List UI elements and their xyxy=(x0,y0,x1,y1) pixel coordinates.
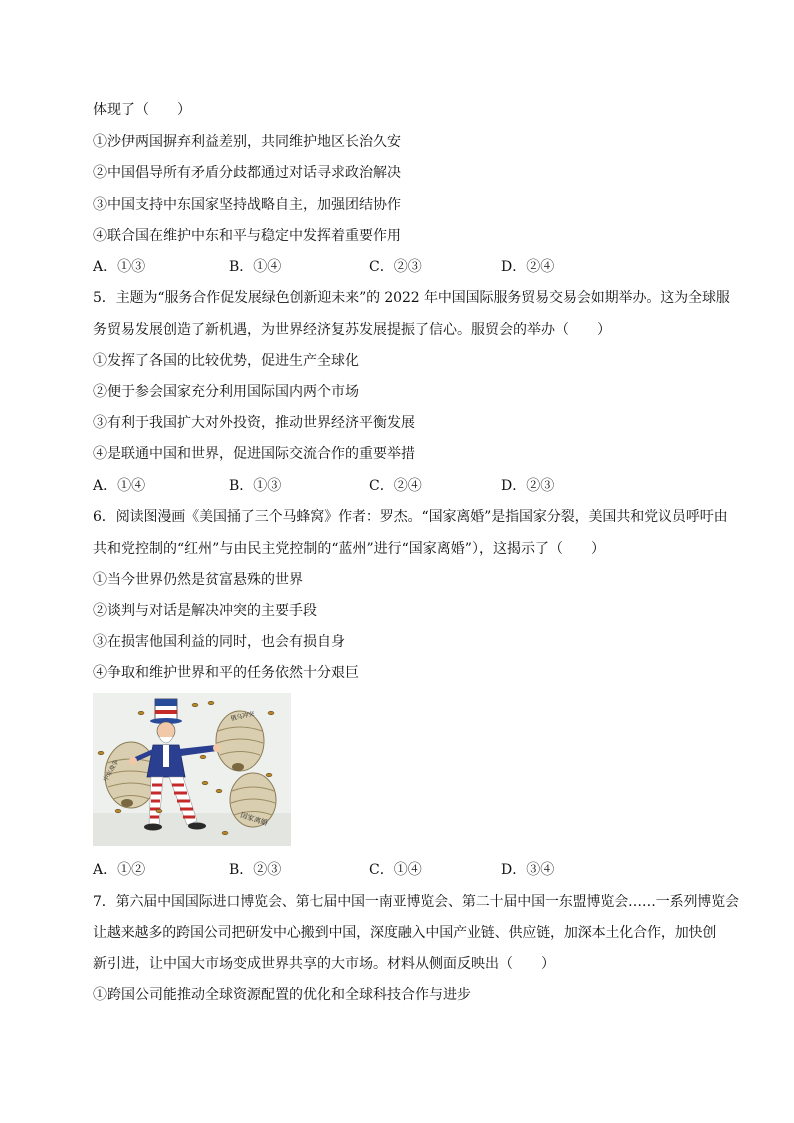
q4-item-2: ②中国倡导所有矛盾分歧都通过对话寻求政治解决 xyxy=(93,165,401,181)
q4-item-1: ①沙伊两国摒弃利益差别，共同维护地区长治久安 xyxy=(93,134,401,150)
q6-item-1: ①当今世界仍然是贫富悬殊的世界 xyxy=(93,572,303,588)
nest-label-national-divorce: 国家离婚 xyxy=(239,812,269,828)
q6-item-4: ④争取和维护世界和平的任务依然十分艰巨 xyxy=(93,665,359,681)
q7-item-1: ①跨国公司能推动全球资源配置的优化和全球科技合作与进步 xyxy=(93,987,471,1003)
uncle-sam-hornet-nest-cartoon xyxy=(93,693,291,846)
q5-option-b[interactable]: B．①③ xyxy=(229,478,282,494)
q6-item-2: ②谈判与对话是解决冲突的主要手段 xyxy=(93,603,317,619)
q7-stem-line-3: 新引进，让中国大市场变成世界共享的大市场。材料从侧面反映出（ ） xyxy=(93,956,555,972)
q4-option-a[interactable]: A．①③ xyxy=(93,259,146,275)
q6-option-c[interactable]: C．①④ xyxy=(369,862,422,878)
q4-option-c[interactable]: C．②③ xyxy=(369,259,422,275)
q5-stem-line-1: 5．主题为“服务合作促发展绿色创新迎未来”的 2022 年中国国际服务贸易交易会如期举办。这为全球服 xyxy=(93,290,730,306)
q6-item-3: ③在损害他国利益的同时，也会有损自身 xyxy=(93,634,345,650)
q5-option-c[interactable]: C．②④ xyxy=(369,478,422,494)
q5-item-1: ①发挥了各国的比较优势，促进生产全球化 xyxy=(93,353,359,369)
nest-label-middle-east: 中东战争 xyxy=(103,759,121,783)
q4-item-3: ③中国支持中东国家坚持战略自主，加强团结协作 xyxy=(93,197,401,213)
q4-option-d[interactable]: D．②④ xyxy=(501,259,555,275)
q4-option-b[interactable]: B．①④ xyxy=(229,259,282,275)
q6-stem-line-1: 6．阅读图漫画《美国捅了三个马蜂窝》作者：罗杰。“国家离婚”是指国家分裂，美国共和党议员呼吁由 xyxy=(93,509,728,525)
q6-stem-line-2: 共和党控制的“红州”与由民主党控制的“蓝州”进行“国家离婚”），这揭示了（ ） xyxy=(93,541,605,557)
q6-option-b[interactable]: B．②③ xyxy=(229,862,282,878)
q7-stem-line-1: 7．第六届中国国际进口博览会、第七届中国一南亚博览会、第二十届中国一东盟博览会……一系列博览会 xyxy=(93,894,739,910)
q6-option-d[interactable]: D．③④ xyxy=(501,862,555,878)
q7-stem-line-2: 让越来越多的跨国公司把研发中心搬到中国，深度融入中国产业链、供应链，加深本土化合作，加快创 xyxy=(93,925,717,941)
q5-item-2: ②便于参会国家充分利用国际国内两个市场 xyxy=(93,384,359,400)
q4-stem-end: 体现了（ ） xyxy=(93,102,191,118)
q5-item-4: ④是联通中国和世界，促进国际交流合作的重要举措 xyxy=(93,446,415,462)
nest-label-russia-ukraine: 俄乌冲突 xyxy=(230,711,256,723)
q5-item-3: ③有利于我国扩大对外投资，推动世界经济平衡发展 xyxy=(93,415,415,431)
q5-option-d[interactable]: D．②③ xyxy=(501,478,555,494)
q5-stem-line-2: 务贸易发展创造了新机遇，为世界经济复苏发展提振了信心。服贸会的举办（ ） xyxy=(93,322,611,338)
q5-option-a[interactable]: A．①④ xyxy=(93,478,146,494)
q4-item-4: ④联合国在维护中东和平与稳定中发挥着重要作用 xyxy=(93,228,401,244)
q6-option-a[interactable]: A．①② xyxy=(93,862,146,878)
